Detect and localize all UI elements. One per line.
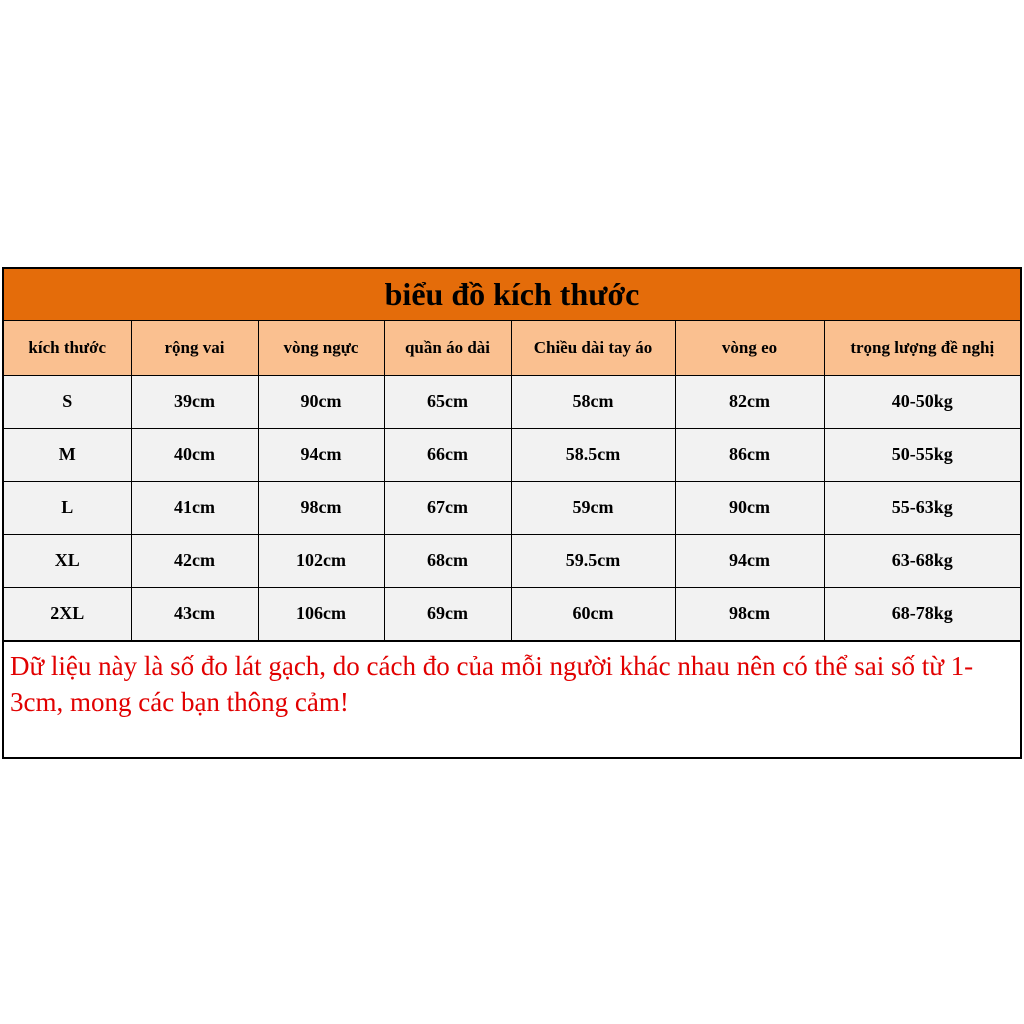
column-header-sleeve: Chiều dài tay áo [511, 321, 675, 375]
column-header-length: quần áo dài [384, 321, 511, 375]
column-header-size: kích thước [4, 321, 131, 375]
table-row [4, 534, 1020, 587]
table-cell: S [4, 375, 131, 428]
table-cell: 39cm [131, 375, 258, 428]
table-cell: 42cm [131, 534, 258, 587]
table-cell: 63-68kg [824, 534, 1020, 587]
table-cell: 69cm [384, 587, 511, 640]
table-cell: 94cm [675, 534, 824, 587]
table-cell: 40cm [131, 428, 258, 481]
table-cell: 90cm [675, 481, 824, 534]
table-cell: 66cm [384, 428, 511, 481]
table-cell: XL [4, 534, 131, 587]
table-row [4, 428, 1020, 481]
table-cell: 50-55kg [824, 428, 1020, 481]
table-cell: 68cm [384, 534, 511, 587]
table-cell: 94cm [258, 428, 384, 481]
table-cell: 55-63kg [824, 481, 1020, 534]
chart-title: biểu đồ kích thước [4, 269, 1020, 321]
column-header-weight: trọng lượng đề nghị [824, 321, 1020, 375]
table-cell: 65cm [384, 375, 511, 428]
table-cell: 59cm [511, 481, 675, 534]
table-cell: 82cm [675, 375, 824, 428]
column-header-chest: vòng ngực [258, 321, 384, 375]
header-row [4, 321, 1020, 375]
table-row [4, 375, 1020, 428]
table-cell: M [4, 428, 131, 481]
table-cell: 68-78kg [824, 587, 1020, 640]
column-header-waist: vòng eo [675, 321, 824, 375]
table-row [4, 587, 1020, 640]
table-cell: L [4, 481, 131, 534]
table-cell: 102cm [258, 534, 384, 587]
table-cell: 106cm [258, 587, 384, 640]
size-chart [2, 267, 1022, 759]
column-header-shoulder: rộng vai [131, 321, 258, 375]
table-cell: 90cm [258, 375, 384, 428]
table-cell: 59.5cm [511, 534, 675, 587]
table-cell: 98cm [258, 481, 384, 534]
table-cell: 43cm [131, 587, 258, 640]
table-row [4, 481, 1020, 534]
size-table [4, 321, 1020, 641]
table-cell: 58cm [511, 375, 675, 428]
table-cell: 2XL [4, 587, 131, 640]
table-cell: 67cm [384, 481, 511, 534]
table-cell: 41cm [131, 481, 258, 534]
measurement-note: Dữ liệu này là số đo lát gạch, do cách đo của mỗi người khác nhau nên có thể sai số từ 1-3cm, mong các bạn thông cảm! [4, 641, 1020, 757]
table-cell: 86cm [675, 428, 824, 481]
table-cell: 60cm [511, 587, 675, 640]
table-cell: 58.5cm [511, 428, 675, 481]
table-cell: 40-50kg [824, 375, 1020, 428]
table-cell: 98cm [675, 587, 824, 640]
